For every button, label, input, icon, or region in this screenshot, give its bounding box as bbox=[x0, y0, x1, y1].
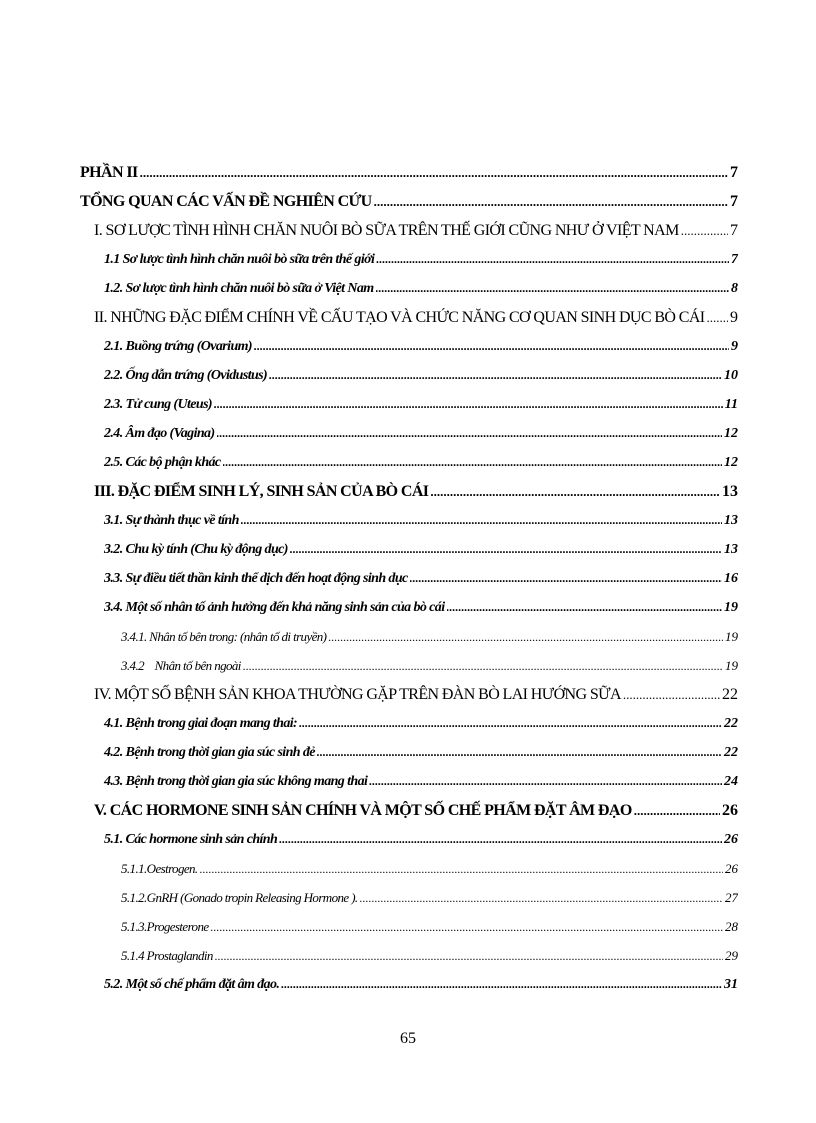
toc-entry-title: 3.3. Sự điều tiết thần kinh thể dịch đến hoạt động sinh dục bbox=[104, 571, 408, 586]
toc-entry-page: 13 bbox=[724, 542, 738, 557]
toc-entry-title: 5.1.2.GnRH (Gonado tropin Releasing Hormone ). bbox=[121, 890, 358, 905]
dot-leader bbox=[430, 477, 720, 506]
toc-entry[interactable] bbox=[80, 419, 738, 448]
toc-entry-title: 4.2. Bệnh trong thời gian gia súc sinh đẻ bbox=[104, 745, 315, 760]
toc-entry[interactable] bbox=[80, 332, 738, 361]
dot-leader bbox=[623, 680, 720, 709]
dot-leader bbox=[410, 564, 722, 593]
toc-entry-page: 9 bbox=[731, 339, 738, 354]
toc-entry[interactable] bbox=[80, 622, 738, 651]
toc-entry-title: 3.4.2 Nhân tố bên ngoài bbox=[121, 658, 241, 673]
toc-entry-page: 22 bbox=[724, 716, 738, 731]
toc-entry-page: 27 bbox=[725, 890, 738, 905]
dot-leader bbox=[376, 245, 729, 274]
dot-leader bbox=[374, 187, 728, 216]
toc-entry[interactable] bbox=[80, 709, 738, 738]
toc-entry[interactable] bbox=[80, 564, 738, 593]
dot-leader bbox=[254, 332, 729, 361]
toc-entry-page: 12 bbox=[724, 426, 738, 441]
toc-entry-title: 2.5. Các bộ phận khác bbox=[104, 455, 221, 470]
toc-entry-title: 3.4. Một số nhân tố ảnh hưởng đến khả năng sinh sản của bò cái bbox=[104, 600, 445, 615]
toc-entry-title: 5.1.1.Oestrogen. bbox=[121, 861, 198, 876]
toc-entry-title: 1.2. Sơ lược tình hình chăn nuôi bò sữa ở Việt Nam bbox=[104, 281, 374, 296]
toc-entry-page: 19 bbox=[724, 600, 738, 615]
toc-entry-page: 26 bbox=[724, 832, 738, 847]
dot-leader bbox=[369, 767, 722, 796]
toc-entry[interactable] bbox=[80, 448, 738, 477]
toc-entry-page: 22 bbox=[722, 686, 738, 703]
dot-leader bbox=[279, 825, 722, 854]
dot-leader bbox=[269, 361, 722, 390]
toc-entry-page: 28 bbox=[725, 919, 738, 934]
toc-entry-title: TỔNG QUAN CÁC VẤN ĐỀ NGHIÊN CỨU bbox=[80, 193, 372, 210]
toc-entry-title: II. NHỮNG ĐẶC ĐIỂM CHÍNH VỀ CẤU TẠO VÀ CHỨC NĂNG CƠ QUAN SINH DỤC BÒ CÁI bbox=[94, 309, 705, 326]
toc-entry-page: 7 bbox=[730, 164, 738, 181]
page-number: 65 bbox=[400, 1030, 416, 1047]
toc-entry[interactable] bbox=[80, 825, 738, 854]
toc-entry-page: 24 bbox=[724, 774, 738, 789]
toc-entry-title: 1.1 Sơ lược tình hình chăn nuôi bò sữa trên thế giới bbox=[104, 252, 375, 267]
toc-entry-title: III. ĐẶC ĐIỂM SINH LÝ, SINH SẢN CỦA BÒ CÁI bbox=[94, 483, 429, 500]
dot-leader bbox=[281, 970, 722, 999]
dot-leader bbox=[299, 709, 722, 738]
toc-entry-page: 13 bbox=[722, 483, 738, 500]
toc-entry-page: 26 bbox=[725, 861, 738, 876]
toc-entry[interactable] bbox=[80, 970, 738, 999]
toc-entry[interactable] bbox=[80, 274, 738, 303]
dot-leader bbox=[241, 506, 722, 535]
toc-entry-title: 3.4.1. Nhân tố bên trong: (nhân tố di truyền) bbox=[121, 629, 327, 644]
toc-entry[interactable] bbox=[80, 883, 738, 912]
toc-entry-title: 5.1. Các hormone sinh sản chính bbox=[104, 832, 278, 847]
toc-entry-page: 8 bbox=[731, 281, 738, 296]
toc-entry[interactable] bbox=[80, 767, 738, 796]
dot-leader bbox=[214, 390, 723, 419]
toc-entry-title: 5.1.3.Progesterone bbox=[121, 919, 209, 934]
dot-leader bbox=[200, 855, 723, 883]
dot-leader bbox=[243, 652, 723, 680]
toc-entry-title: 3.1. Sự thành thục về tính bbox=[104, 513, 239, 528]
dot-leader bbox=[223, 448, 722, 477]
toc-entry-title: 2.2. Ống dẫn trứng (Ovidustus) bbox=[104, 368, 268, 383]
toc-entry[interactable] bbox=[80, 506, 738, 535]
toc-entry[interactable] bbox=[80, 854, 738, 883]
toc-entry[interactable] bbox=[80, 593, 738, 622]
toc-entry[interactable] bbox=[80, 651, 738, 680]
dot-leader bbox=[217, 419, 722, 448]
toc-entry-title: 5.1.4 Prostaglandin bbox=[121, 948, 213, 963]
toc-entry-page: 22 bbox=[724, 745, 738, 760]
dot-leader bbox=[290, 535, 722, 564]
dot-leader bbox=[634, 796, 720, 825]
toc-entry[interactable] bbox=[80, 303, 738, 332]
toc-entry-page: 13 bbox=[724, 513, 738, 528]
toc-entry[interactable] bbox=[80, 245, 738, 274]
toc-entry-title: 2.3. Tử cung (Uteus) bbox=[104, 397, 212, 412]
toc-entry-title: IV. MỘT SỐ BỆNH SẢN KHOA THƯỜNG GẶP TRÊN ĐÀN BÒ LAI HƯỚNG SỮA bbox=[94, 686, 621, 703]
toc-entry-page: 9 bbox=[730, 309, 738, 326]
dot-leader bbox=[211, 913, 723, 941]
toc-entry-page: 10 bbox=[724, 368, 738, 383]
toc-entry[interactable] bbox=[80, 680, 738, 709]
toc-entry[interactable] bbox=[80, 158, 738, 187]
toc-entry-page: 31 bbox=[724, 977, 738, 992]
toc-entry-page: 29 bbox=[725, 948, 738, 963]
toc-entry[interactable] bbox=[80, 738, 738, 767]
toc-entry-page: 7 bbox=[731, 252, 738, 267]
table-of-contents bbox=[80, 158, 738, 999]
toc-entry[interactable] bbox=[80, 361, 738, 390]
toc-entry-page: 19 bbox=[725, 629, 738, 644]
toc-entry-title: 4.3. Bệnh trong thời gian gia súc không mang thai bbox=[104, 774, 368, 789]
toc-entry-title: I. SƠ LƯỢC TÌNH HÌNH CHĂN NUÔI BÒ SỮA TRÊN THẾ GIỚI CŨNG NHƯ Ở VIỆT NAM bbox=[94, 222, 679, 239]
toc-entry-title: PHẦN II bbox=[80, 164, 138, 181]
toc-entry-page: 16 bbox=[724, 571, 738, 586]
dot-leader bbox=[707, 303, 728, 332]
toc-entry-page: 11 bbox=[724, 397, 738, 412]
dot-leader bbox=[360, 884, 723, 912]
dot-leader bbox=[140, 158, 728, 187]
toc-entry[interactable] bbox=[80, 912, 738, 941]
toc-entry-page: 26 bbox=[722, 802, 738, 819]
toc-entry[interactable] bbox=[80, 796, 738, 825]
dot-leader bbox=[215, 942, 723, 970]
toc-entry-title: 2.4. Âm đạo (Vagina) bbox=[104, 426, 215, 441]
toc-entry-title: 2.1. Buồng trứng (Ovarium) bbox=[104, 339, 252, 354]
toc-entry-page: 19 bbox=[725, 658, 738, 673]
toc-entry[interactable] bbox=[80, 535, 738, 564]
toc-entry[interactable] bbox=[80, 187, 738, 216]
dot-leader bbox=[376, 274, 729, 303]
toc-entry[interactable] bbox=[80, 216, 738, 245]
toc-entry-page: 7 bbox=[730, 193, 738, 210]
toc-entry-page: 12 bbox=[724, 455, 738, 470]
dot-leader bbox=[317, 738, 722, 767]
toc-entry-title: 5.2. Một số chế phẩm đặt âm đạo. bbox=[104, 977, 280, 992]
toc-entry[interactable] bbox=[80, 941, 738, 970]
toc-entry-title: 4.1. Bệnh trong giai đoạn mang thai: bbox=[104, 716, 298, 731]
toc-entry-title: V. CÁC HORMONE SINH SẢN CHÍNH VÀ MỘT SỐ CHẾ PHẨM ĐẶT ÂM ĐẠO bbox=[94, 802, 632, 819]
toc-entry[interactable] bbox=[80, 477, 738, 506]
dot-leader bbox=[681, 216, 728, 245]
toc-entry-page: 7 bbox=[730, 222, 738, 239]
toc-entry-title: 3.2. Chu kỳ tính (Chu kỳ động dục) bbox=[104, 542, 288, 557]
toc-entry[interactable] bbox=[80, 390, 738, 419]
dot-leader bbox=[447, 593, 723, 622]
dot-leader bbox=[328, 623, 723, 651]
